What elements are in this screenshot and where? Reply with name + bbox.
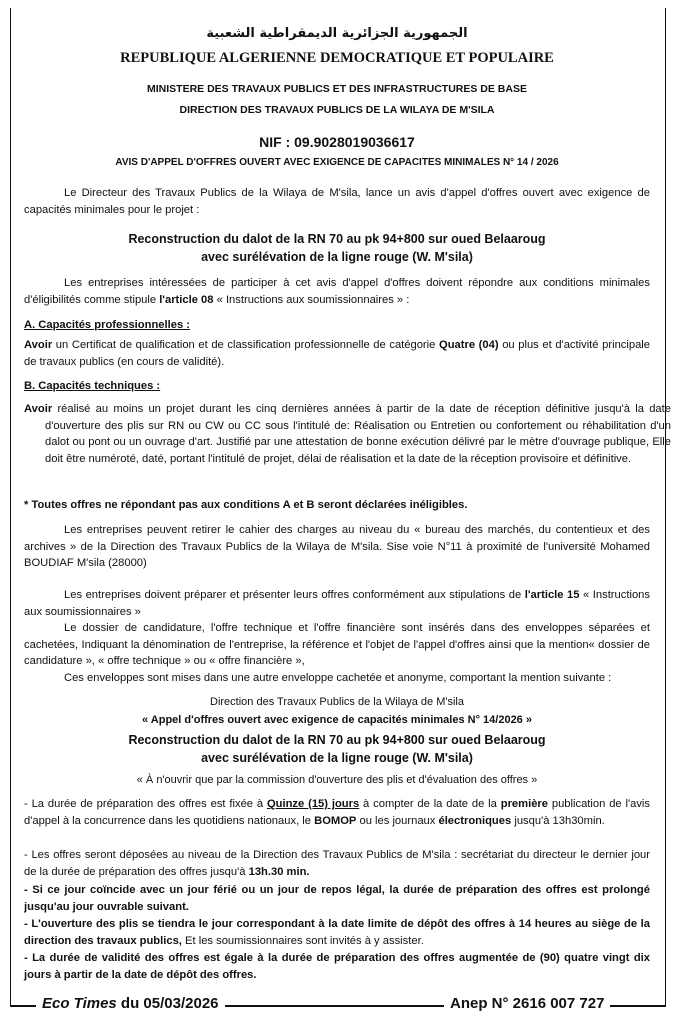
condition-item: - Si ce jour coïncide avec un jour férié ou un jour de repos légal, la durée de préparation des offres est prolongé jusqu'au jour ouvrable suivant. [24, 884, 650, 913]
deadline-time: 13h.30 min. [248, 865, 310, 878]
condition-text: au siège de la direction des travaux publics, [24, 918, 650, 947]
envelope-project-line2: avec surélévation de la ligne rouge (W. M'sila) [201, 751, 473, 765]
project-title-line2: avec surélévation de la ligne rouge (W. M'sila) [201, 250, 473, 264]
section-a-text2: ou plus et d'activité principale de travaux publics (en cours de validité). [24, 339, 651, 368]
condition-item: - La durée de validité des offres est égale à la durée de préparation des offres augmentée de (90) quatre vingt dix jours à partir de la date de dépôt des offres. [24, 952, 650, 981]
condition-text: jusqu'à 13h30min. [511, 814, 605, 827]
project-title-line1: Reconstruction du dalot de la RN 70 au pk 94+800 sur oued Belaaroug [128, 232, 546, 246]
section-b-body: réalisé au moins un projet durant les cinq dernières années à partir de la date de réception définitive jusqu'à la date d'ouverture des plis sur RN ou CW ou CC sous l'intitulé de: Réalisation ou Entretien ou confortement ou réhabilitation d'un dalot ou pont ou un ouvrage d'art. Justifié par une attestation de bonne exécution délivré par le mètre d'ouvrage publique, Elle doit être numéroté, daté, portant l'intitulé de projet, délai de réalisation et la date de la réception provisoire et définitive. [45, 403, 671, 465]
condition-text: - L'ouverture des plis se tiendra le jour correspondant à la date limite de dépôt des offres à [24, 918, 519, 930]
retrait-paragraph: Les entreprises peuvent retirer le cahier des charges au niveau du « bureau des marchés, du contentieux et des archives » de la Direction des Travaux Publics de la Wilaya de M'sila. Sise voie N°11 à proximité de l'université Mohamed BOUDIAF M'sila (28000) [24, 524, 650, 569]
enveloppes-paragraph: Ces enveloppes sont mises dans une autre enveloppe cachetée et anonyme, comportant la mention suivante : [64, 672, 612, 684]
article-15-ref: l'article 15 [524, 589, 580, 601]
section-a-title: A. Capacités professionnelles : [24, 319, 190, 331]
category-quatre: Quatre (04) [439, 339, 499, 351]
newspaper-credit [36, 995, 225, 1012]
envelope-project [0, 731, 674, 767]
condition-item [24, 916, 650, 949]
envelope-appel: « Appel d'offres ouvert avec exigence de capacités minimales N° 14/2026 » [142, 714, 532, 726]
section-a-text1: un Certificat de qualification et de classification professionnelle de catégorie [52, 339, 439, 351]
article-08-ref: l'article 08 [159, 293, 214, 306]
duration-quinze: Quinze (15) jours [266, 798, 360, 810]
envelope-project-line1: Reconstruction du dalot de la RN 70 au pk 94+800 sur oued Belaaroug [128, 733, 546, 747]
condition-item [24, 796, 650, 829]
condition-text: - Les offres seront déposées au niveau de la Direction des Travaux Publics de M'sila : secrétariat du directeur le dernier jour de la durée de préparation des offres jusqu'à [24, 849, 650, 878]
dossier-paragraph: Le dossier de candidature, l'offre technique et l'offre financière sont insérés dans des enveloppes séparées et cachetées, Indiquant la dénomination de l'entreprise, la référence et l'objet de l'appel d'offres ainsi que la mention« dossier de candidature », « offre technique » ou « offre financière », [24, 622, 650, 667]
condition-bold: première [500, 798, 548, 810]
footer [10, 993, 666, 1017]
arabic-header: الجمهورية الجزائرية الديمقراطية الشعبية [206, 26, 468, 41]
eligibility-text: Les entreprises intéressées de participer à cet avis d'appel d'offres doivent répondre aux conditions minimales d'éligibilités comme stipule [24, 277, 650, 306]
preparation-text-end: « Instructions aux soumissionnaires » [24, 589, 650, 618]
ministry-title: MINISTERE DES TRAVAUX PUBLICS ET DES INFRASTRUCTURES DE BASE [147, 83, 527, 95]
direction-title: DIRECTION DES TRAVAUX PUBLICS DE LA WILAYA DE M'SILA [179, 104, 495, 116]
bomop-label: BOMOP [314, 814, 357, 827]
condition-text: publication de l'avis d'appel à la concurrence dans les quotidiens nationaux, le [24, 798, 651, 827]
avoir-label-b: Avoir [24, 403, 53, 415]
envelope-notice: « À n'ouvrir que par la commission d'ouverture des plis et d'évaluation des offres » [136, 774, 538, 786]
section-a-text [24, 337, 650, 370]
condition-text: - La durée de préparation des offres est fixée à [24, 798, 267, 810]
eligibility-paragraph [24, 275, 650, 308]
publication-date: du 05/03/2026 [116, 995, 219, 1012]
condition-text: à compter de la date de la [359, 798, 501, 810]
anep-number: Anep N° 2616 007 727 [444, 995, 610, 1012]
condition-text: Et les soumissionnaires sont invités à y assister. [181, 934, 424, 947]
republic-title: REPUBLIQUE ALGERIENNE DEMOCRATIQUE ET POPULAIRE [120, 50, 554, 66]
condition-bold: électroniques [438, 814, 512, 827]
preparation-text: Les entreprises doivent préparer et présenter leurs offres conformément aux stipulations de [64, 589, 525, 601]
intro-text: Le Directeur des Travaux Publics de la Wilaya de M'sila, lance un avis d'appel d'offres ouvert avec exigence de capacités minimales pour le projet : [24, 187, 650, 216]
condition-text: ou les journaux [356, 814, 439, 827]
avoir-label: Avoir [24, 339, 53, 351]
section-b-title: B. Capacités techniques : [24, 380, 161, 392]
condition-item [24, 847, 650, 880]
ineligible-note: * Toutes offres ne répondant pas aux conditions A et B seront déclarées inéligibles. [24, 499, 468, 511]
preparation-paragraph [24, 587, 650, 620]
project-title [0, 230, 674, 266]
avis-title: AVIS D'APPEL D'OFFRES OUVERT AVEC EXIGENCE DE CAPACITES MINIMALES N° 14 / 2026 [115, 157, 559, 168]
intro-paragraph [24, 185, 650, 218]
section-b-text [24, 401, 671, 467]
newspaper-name: Eco Times [42, 995, 117, 1012]
envelope-direction: Direction des Travaux Publics de la Wilaya de M'sila [210, 696, 464, 708]
nif-number: NIF : 09.9028019036617 [259, 134, 415, 150]
eligibility-text-end: « Instructions aux soumissionnaires » : [213, 293, 410, 306]
opening-time: 14 heures [518, 918, 572, 930]
